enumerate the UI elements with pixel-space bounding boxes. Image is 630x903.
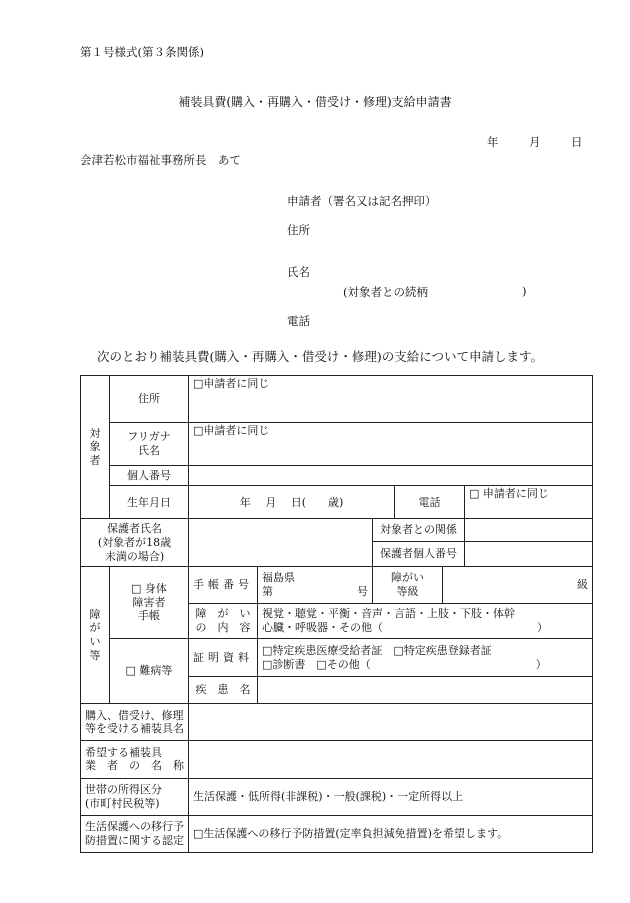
- applicant-relation-close: ): [522, 284, 527, 298]
- certification-options[interactable]: □特定疾患医療受給者証 □特定疾患登録者証 □診断書 □その他（ ）: [258, 639, 593, 677]
- applicant-address-label[interactable]: 住所: [287, 223, 310, 237]
- applicant-phone-label[interactable]: 電話: [287, 314, 310, 328]
- guardian-personal-number-field[interactable]: [465, 542, 593, 567]
- subject-name-label: フリガナ 氏名: [110, 423, 189, 465]
- subject-group-label: 対 象 者: [81, 376, 110, 519]
- declaration-text: 次のとおり補装具費(購入・再購入・借受け・修理)の支給について申請します。: [97, 349, 544, 364]
- dealer-name-label: 希望する補装具 業 者 の 名 称: [81, 741, 189, 778]
- dealer-row: [81, 741, 593, 778]
- income-category-label: 世帯の所得区分 (市町村民税等): [81, 778, 189, 815]
- disability-content-options[interactable]: 視覚・聴覚・平衡・音声・言語・上肢・下肢・体幹 心臓・呼吸器・その他（ ）: [258, 604, 593, 639]
- income-options[interactable]: 生活保護・低所得(非課税)・一般(課税)・一定所得以上: [189, 778, 593, 815]
- date-month: 月: [529, 135, 541, 149]
- birth-date-field[interactable]: 年 月 日( 歳): [189, 486, 395, 519]
- guardian-name-label: 保護者氏名 (対象者が18歳 未満の場合): [81, 519, 189, 566]
- guardian-name-field[interactable]: [189, 519, 373, 566]
- certification-row: [81, 639, 593, 677]
- device-name-label: 購入、借受け、修理 等を受ける補装具名: [81, 704, 189, 741]
- subject-phone-field[interactable]: [465, 486, 593, 519]
- device-name-field[interactable]: [189, 704, 593, 741]
- same-as-applicant-checkbox[interactable]: □申請者に同じ: [193, 424, 270, 438]
- transition-checkbox[interactable]: □生活保護への移行予防措置(定率負担減免措置)を希望します。: [189, 815, 593, 852]
- birth-date-label: 生年月日: [110, 486, 189, 519]
- application-table: [80, 375, 593, 853]
- notebook-go: 号: [357, 585, 368, 599]
- disease-name-label: 疾 患 名: [189, 677, 258, 704]
- date-day: 日: [571, 135, 583, 149]
- subject-address-row: [81, 376, 593, 423]
- subject-phone-label: 電話: [395, 486, 465, 519]
- subject-address-field[interactable]: [189, 376, 593, 423]
- transition-label: 生活保護への移行予 防措置に関する認定: [81, 815, 189, 852]
- disability-content-label: 障 が い の 内 容: [189, 604, 258, 639]
- income-row: [81, 778, 593, 815]
- dealer-name-field[interactable]: [189, 741, 593, 778]
- same-as-applicant-checkbox[interactable]: □申請者に同じ: [193, 377, 270, 390]
- applicant-relation-label[interactable]: (対象者との続柄: [343, 285, 428, 299]
- subject-address-label: 住所: [110, 376, 189, 423]
- date-year: 年: [487, 135, 499, 149]
- device-name-row: [81, 704, 593, 741]
- intractable-disease-checkbox[interactable]: □ 難病等: [110, 639, 189, 704]
- addressee: 会津若松市福祉事務所長 あて: [80, 153, 241, 167]
- notebook-prefecture: 福島県: [262, 571, 295, 585]
- notebook-dai: 第: [262, 585, 273, 599]
- personal-number-label: 個人番号: [110, 465, 189, 486]
- applicant-name-label[interactable]: 氏名: [287, 265, 310, 279]
- phone-same-checkbox[interactable]: □ 申請者に同じ: [469, 487, 549, 501]
- disability-grade-label: 障がい 等級: [373, 566, 443, 603]
- notebook-number-row: [81, 566, 593, 603]
- disability-group-label: 障 が い 等: [81, 566, 110, 703]
- notebook-number-field[interactable]: [258, 566, 373, 603]
- subject-birth-row: [81, 486, 593, 519]
- form-number: 第１号様式(第３条関係): [80, 45, 204, 59]
- subject-name-row: [81, 423, 593, 465]
- disease-name-field[interactable]: [258, 677, 593, 704]
- personal-number-field[interactable]: [189, 465, 593, 486]
- subject-personal-number-row: [81, 465, 593, 486]
- disability-grade-field[interactable]: 級: [443, 566, 593, 603]
- notebook-number-label: 手帳番号: [189, 566, 258, 603]
- subject-name-field[interactable]: [189, 423, 593, 465]
- form-title: 補装具費(購入・再購入・借受け・修理)支給申請書: [178, 95, 452, 109]
- guardian-row: [81, 519, 593, 542]
- relation-to-subject-field[interactable]: [465, 519, 593, 542]
- certification-docs-label: 証明資料: [189, 639, 258, 677]
- transition-row: [81, 815, 593, 852]
- relation-to-subject-label: 対象者との関係: [373, 519, 465, 542]
- guardian-personal-number-label: 保護者個人番号: [373, 542, 465, 567]
- applicant-label: 申請者（署名又は記名押印）: [287, 194, 437, 208]
- physical-notebook-checkbox[interactable]: □ 身体 障害者 手帳: [110, 566, 189, 638]
